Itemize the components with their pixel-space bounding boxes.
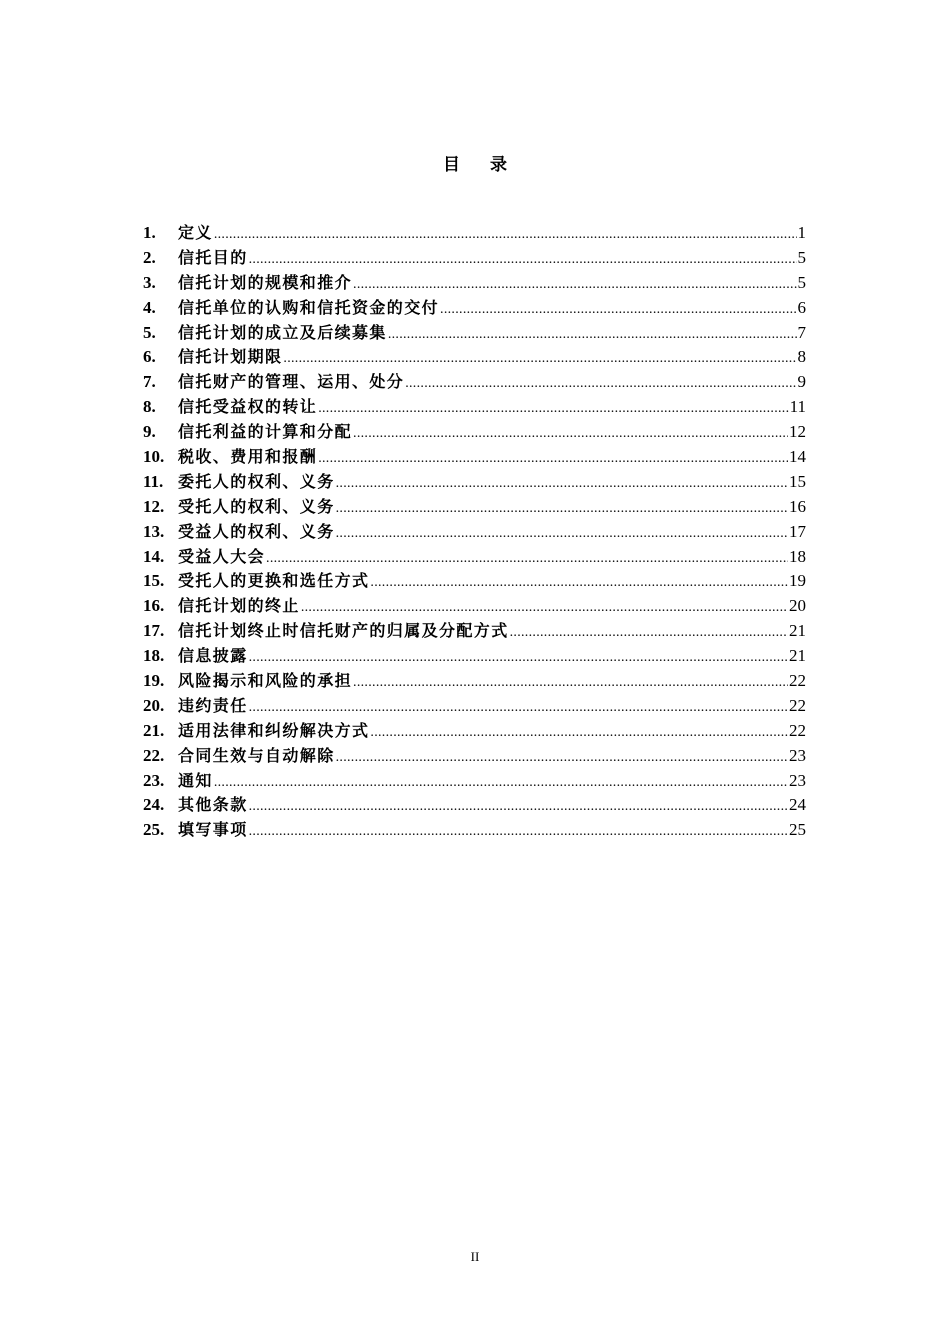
toc-entry-number: 23. xyxy=(143,770,165,790)
toc-entry[interactable] xyxy=(143,344,806,369)
toc-entry-number: 18. xyxy=(143,646,165,666)
toc-entry-page-number: 22 xyxy=(789,671,806,691)
toc-dot-leader xyxy=(336,501,788,517)
toc-entry-page-number: 8 xyxy=(797,347,806,367)
toc-entry-title: 税收、费用和报酬 xyxy=(178,447,318,467)
toc-entry-number: 14. xyxy=(143,546,165,566)
toc-dot-leader xyxy=(370,725,788,741)
toc-entry-number: 4. xyxy=(143,297,156,317)
toc-entry[interactable] xyxy=(143,444,806,469)
toc-entry[interactable] xyxy=(143,394,806,419)
toc-entry-number: 15. xyxy=(143,571,165,591)
toc-entry[interactable] xyxy=(143,494,806,519)
toc-entry-number: 7. xyxy=(143,372,156,392)
toc-entry[interactable] xyxy=(143,270,806,295)
toc-entry-title: 委托人的权利、义务 xyxy=(178,471,335,491)
toc-entry-page-number: 21 xyxy=(789,621,806,641)
toc-entry-page-number: 14 xyxy=(789,447,806,467)
toc-entry-page-number: 17 xyxy=(789,521,806,541)
toc-entry-page-number: 11 xyxy=(789,397,806,417)
toc-entry-page-number: 19 xyxy=(789,571,806,591)
toc-entry[interactable] xyxy=(143,419,806,444)
toc-dot-leader xyxy=(336,750,788,766)
toc-entry[interactable] xyxy=(143,369,806,394)
toc-entry[interactable] xyxy=(143,544,806,569)
toc-entry-title: 通知 xyxy=(178,770,213,790)
toc-entry[interactable] xyxy=(143,792,806,817)
toc-entry-page-number: 12 xyxy=(789,422,806,442)
toc-entry-number: 5. xyxy=(143,322,156,342)
toc-entry-number: 12. xyxy=(143,496,165,516)
toc-entry-title: 定义 xyxy=(178,223,213,242)
toc-entry-number: 22. xyxy=(143,745,165,765)
toc-entry-number: 13. xyxy=(143,521,165,541)
toc-dot-leader xyxy=(370,575,788,591)
page-number-footer: II xyxy=(470,1249,480,1264)
toc-entry-number: 16. xyxy=(143,596,165,616)
toc-entry[interactable] xyxy=(143,718,806,743)
toc-entry-page-number: 5 xyxy=(797,247,806,267)
toc-dot-leader xyxy=(353,675,788,691)
toc-dot-leader xyxy=(405,376,796,392)
toc-entry-number: 10. xyxy=(143,447,165,467)
toc-entry[interactable] xyxy=(143,519,806,544)
toc-entry-number: 24. xyxy=(143,795,165,815)
toc-entry-page-number: 22 xyxy=(789,695,806,715)
toc-entry-page-number: 18 xyxy=(789,546,806,566)
toc-dot-leader xyxy=(266,551,788,567)
toc-entry[interactable] xyxy=(143,618,806,643)
toc-entry-page-number: 25 xyxy=(789,820,806,840)
toc-dot-leader xyxy=(318,451,788,467)
toc-entry-page-number: 15 xyxy=(789,471,806,491)
toc-entry-page-number: 21 xyxy=(789,646,806,666)
toc-entry-title: 受益人的权利、义务 xyxy=(178,521,335,541)
toc-entry-page-number: 1 xyxy=(797,223,806,242)
toc-entry-title: 填写事项 xyxy=(178,820,248,840)
toc-entry[interactable] xyxy=(143,320,806,345)
toc-dot-leader xyxy=(353,426,788,442)
toc-entry[interactable] xyxy=(143,817,806,842)
toc-entry-number: 20. xyxy=(143,695,165,715)
toc-entry-page-number: 20 xyxy=(789,596,806,616)
toc-entry[interactable] xyxy=(143,568,806,593)
toc-entry-number: 25. xyxy=(143,820,165,840)
toc-dot-leader xyxy=(249,252,797,268)
toc-entry[interactable] xyxy=(143,693,806,718)
toc-dot-leader xyxy=(249,824,788,840)
toc-entry-title: 风险揭示和风险的承担 xyxy=(178,671,353,691)
toc-entry-title: 信托单位的认购和信托资金的交付 xyxy=(178,297,440,317)
toc-entry-number: 1. xyxy=(143,223,156,242)
toc-entry-number: 17. xyxy=(143,621,165,641)
toc-dot-leader xyxy=(249,650,788,666)
toc-entry[interactable] xyxy=(143,220,806,245)
toc-entry-title: 信托财产的管理、运用、处分 xyxy=(178,372,405,392)
toc-dot-leader xyxy=(214,227,797,243)
toc-entry-page-number: 7 xyxy=(797,322,806,342)
toc-entry-title: 受益人大会 xyxy=(178,546,266,566)
toc-dot-leader xyxy=(214,775,788,791)
toc-entry-number: 8. xyxy=(143,397,156,417)
toc-dot-leader xyxy=(249,700,788,716)
toc-entry-title: 违约责任 xyxy=(178,695,248,715)
toc-entry-number: 11. xyxy=(143,471,164,491)
toc-entry-title: 信托利益的计算和分配 xyxy=(178,422,353,442)
table-of-contents xyxy=(143,220,806,842)
toc-dot-leader xyxy=(440,302,796,318)
toc-entry[interactable] xyxy=(143,469,806,494)
toc-entry-title: 信托计划期限 xyxy=(178,347,283,367)
toc-dot-leader xyxy=(283,351,796,367)
toc-dot-leader xyxy=(388,327,797,343)
toc-dot-leader xyxy=(318,401,788,417)
toc-entry-title: 信托计划的终止 xyxy=(178,596,300,616)
toc-entry-title: 受托人的权利、义务 xyxy=(178,496,335,516)
toc-entry-title: 受托人的更换和选任方式 xyxy=(178,571,370,591)
toc-entry-title: 信息披露 xyxy=(178,646,248,666)
toc-entry[interactable] xyxy=(143,768,806,793)
toc-entry-number: 19. xyxy=(143,671,165,691)
toc-entry-page-number: 23 xyxy=(789,745,806,765)
toc-entry[interactable] xyxy=(143,295,806,320)
toc-entry-page-number: 16 xyxy=(789,496,806,516)
toc-entry[interactable] xyxy=(143,743,806,768)
toc-entry-title: 信托受益权的转让 xyxy=(178,397,318,417)
toc-entry-title: 信托计划的成立及后续募集 xyxy=(178,322,387,342)
toc-entry[interactable] xyxy=(143,593,806,618)
toc-entry-title: 信托计划终止时信托财产的归属及分配方式 xyxy=(178,621,509,641)
toc-title: 目 录 xyxy=(443,155,519,175)
toc-entry-page-number: 23 xyxy=(789,770,806,790)
toc-entry-page-number: 6 xyxy=(797,297,806,317)
toc-dot-leader xyxy=(249,799,788,815)
toc-entry[interactable] xyxy=(143,643,806,668)
toc-dot-leader xyxy=(353,277,796,293)
toc-entry-title: 其他条款 xyxy=(178,795,248,815)
toc-entry-number: 3. xyxy=(143,272,156,292)
toc-entry-number: 21. xyxy=(143,720,165,740)
toc-entry-title: 信托目的 xyxy=(178,247,248,267)
toc-dot-leader xyxy=(510,625,788,641)
toc-entry-title: 信托计划的规模和推介 xyxy=(178,272,353,292)
toc-entry-page-number: 5 xyxy=(797,272,806,292)
toc-entry[interactable] xyxy=(143,668,806,693)
toc-entry-title: 合同生效与自动解除 xyxy=(178,745,335,765)
toc-entry-number: 2. xyxy=(143,247,156,267)
toc-dot-leader xyxy=(336,526,788,542)
toc-entry-number: 9. xyxy=(143,422,156,442)
toc-entry-page-number: 22 xyxy=(789,720,806,740)
toc-entry-number: 6. xyxy=(143,347,156,367)
toc-entry[interactable] xyxy=(143,245,806,270)
toc-entry-title: 适用法律和纠纷解决方式 xyxy=(178,720,370,740)
toc-entry-page-number: 24 xyxy=(789,795,806,815)
toc-entry-page-number: 9 xyxy=(797,372,806,392)
toc-dot-leader xyxy=(336,476,788,492)
toc-dot-leader xyxy=(301,600,788,616)
